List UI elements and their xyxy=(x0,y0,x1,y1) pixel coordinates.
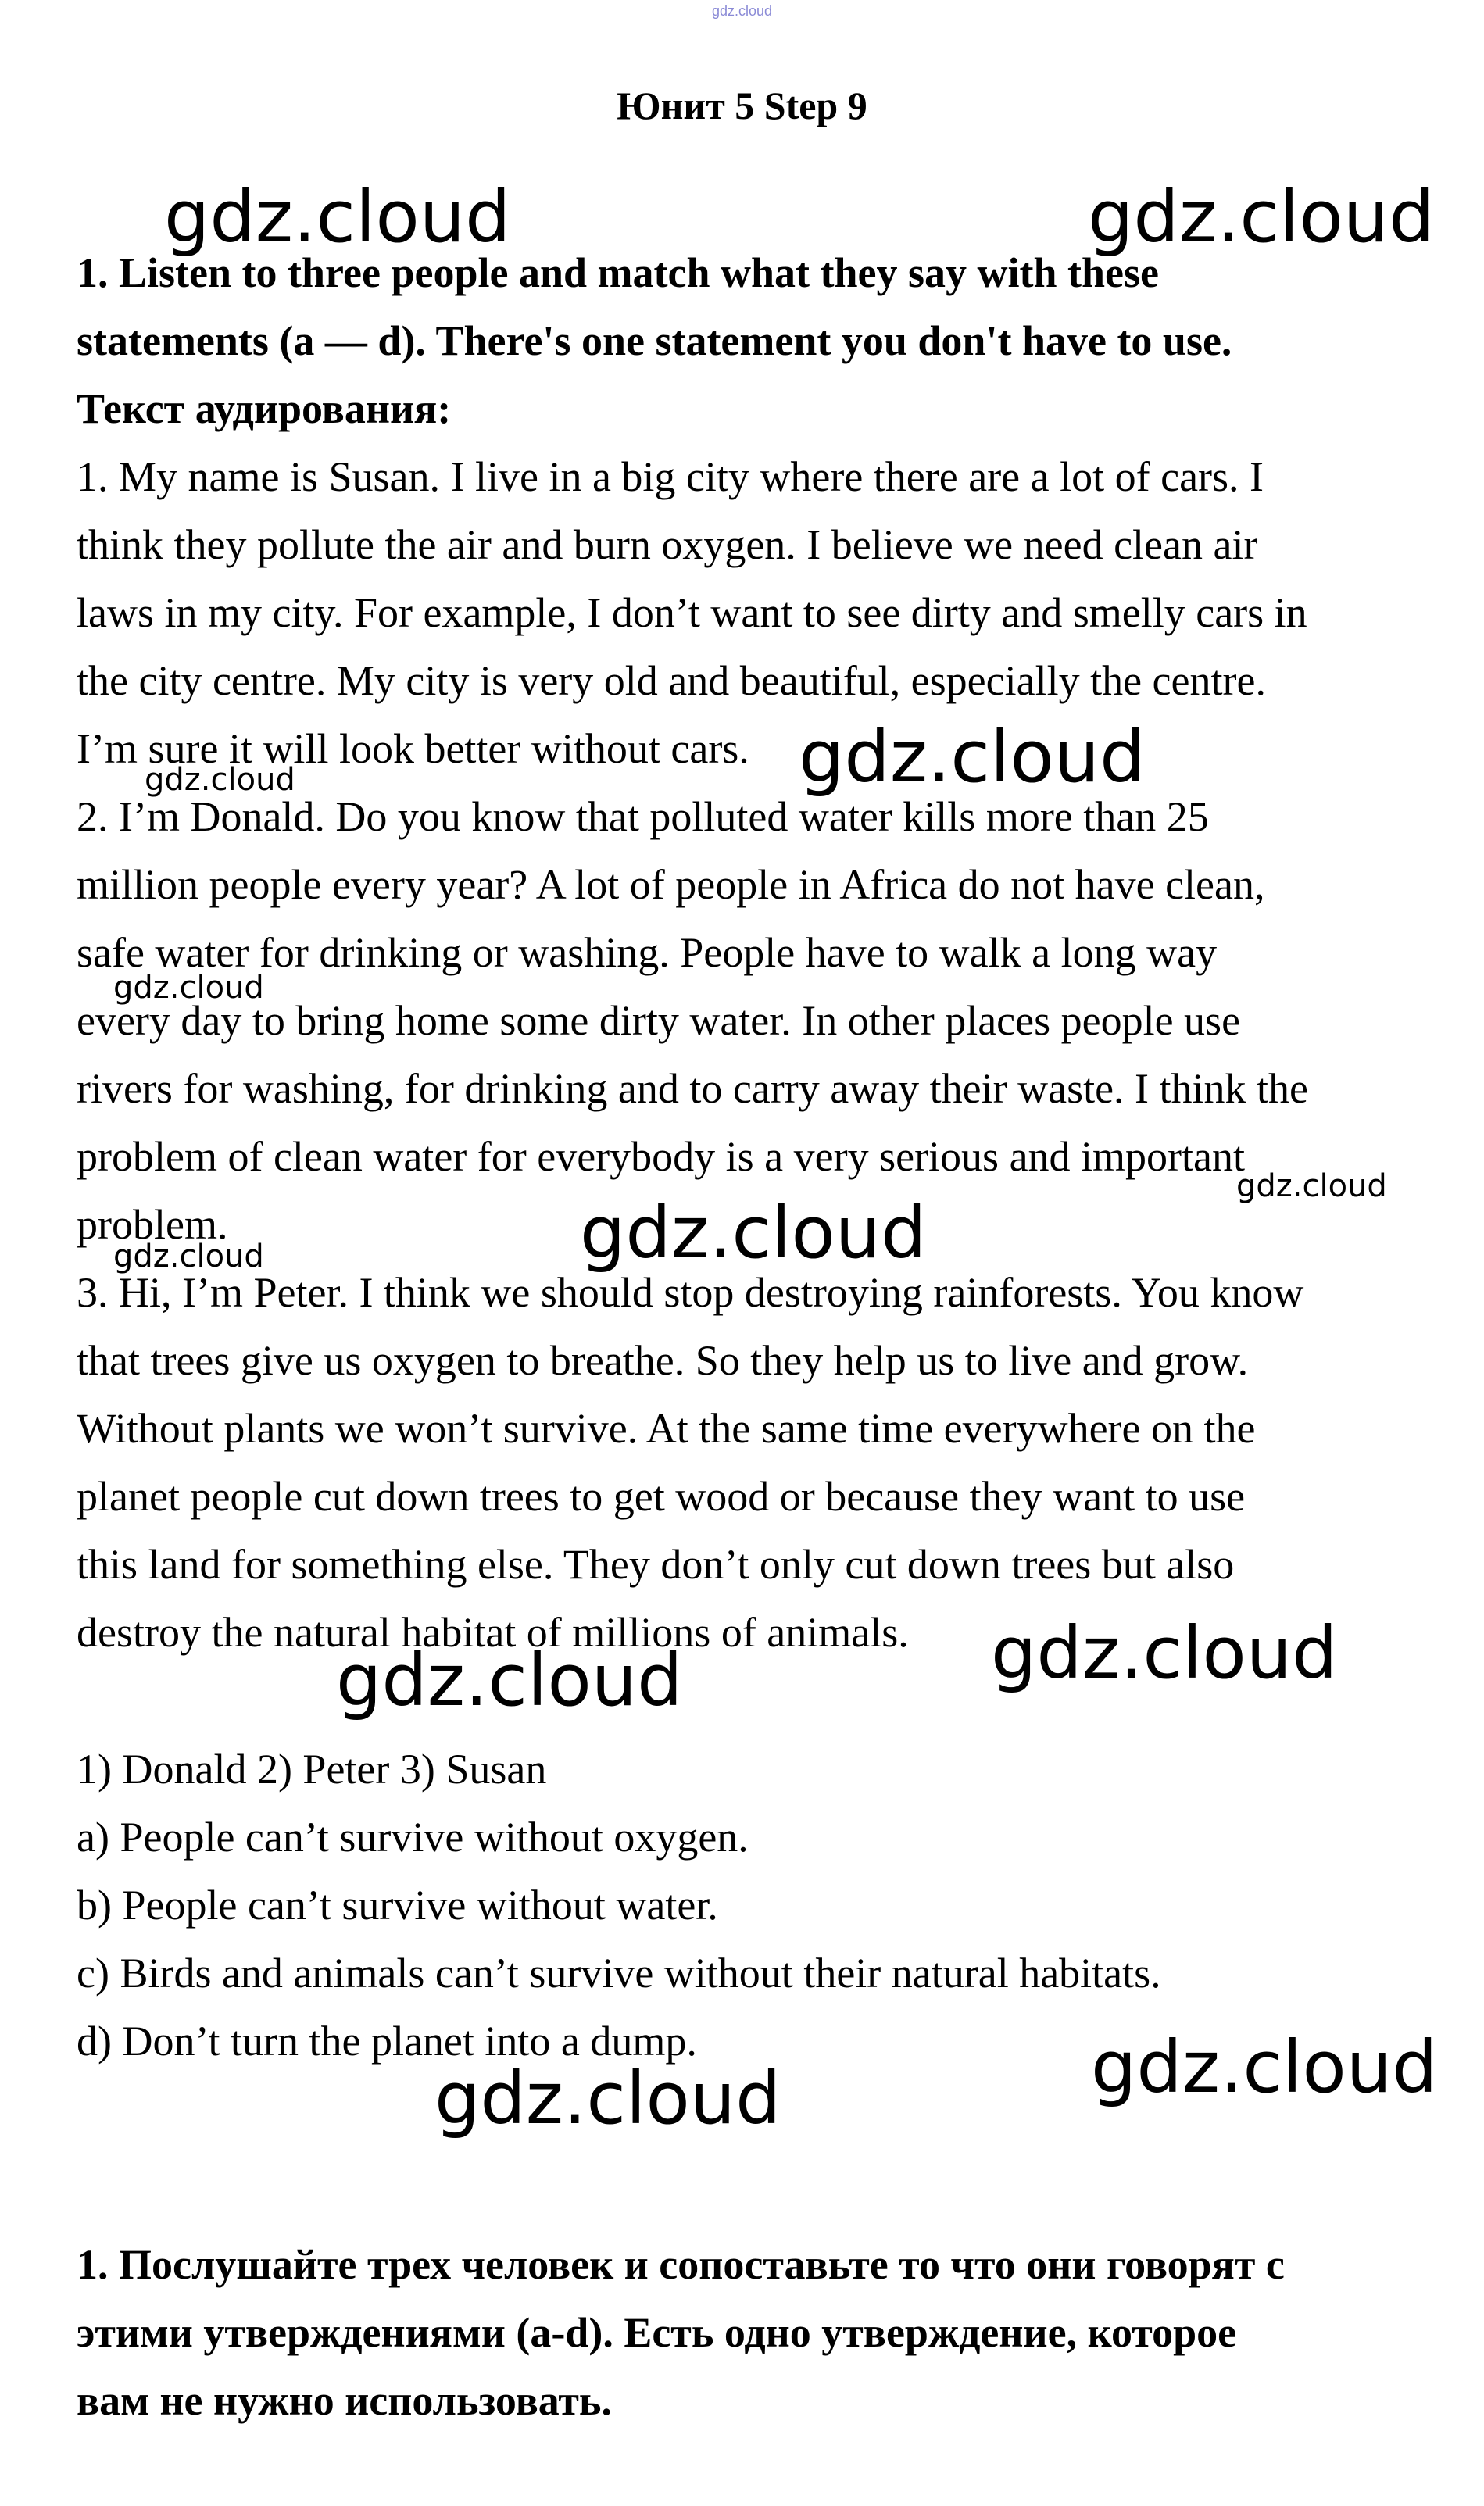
task-line: 1. Listen to three people and match what they say with these xyxy=(77,249,1159,296)
watermark: gdz.cloud xyxy=(799,715,1146,799)
watermark: gdz.cloud xyxy=(113,1239,264,1274)
answer-line: d) Don’t turn the planet into a dump. xyxy=(77,2018,697,2065)
transcript-line: 3. Hi, I’m Peter. I think we should stop destroying rainforests. You know xyxy=(77,1269,1304,1316)
watermark: gdz.cloud xyxy=(580,1191,927,1274)
watermark: gdz.cloud xyxy=(113,970,264,1006)
answer-line: c) Birds and animals can’t survive without their natural habitats. xyxy=(77,1950,1161,1997)
top-watermark: gdz.cloud xyxy=(711,3,773,19)
task-heading xyxy=(77,239,1421,443)
transcript-line: planet people cut down trees to get wood or because they want to use xyxy=(77,1473,1246,1520)
watermark: gdz.cloud xyxy=(1091,2025,1438,2109)
watermark: gdz.cloud xyxy=(164,175,511,259)
answer-line: 1) Donald 2) Peter 3) Susan xyxy=(77,1746,547,1793)
transcript-line: safe water for drinking or washing. People have to walk a long way xyxy=(77,929,1218,976)
task-line: Текст аудирования: xyxy=(77,385,452,432)
watermark: gdz.cloud xyxy=(991,1611,1338,1695)
task-line: statements (a — d). There's one statement you don't have to use. xyxy=(77,317,1232,364)
answer-line: b) People can’t survive without water. xyxy=(77,1882,718,1929)
translation-line: этими утверждениями (a-d). Есть одно утверждение, которое xyxy=(77,2309,1237,2356)
watermark: gdz.cloud xyxy=(434,2057,781,2140)
watermark: gdz.cloud xyxy=(336,1639,683,1722)
transcript-line: every day to bring home some dirty water. In other places people use xyxy=(77,997,1241,1044)
transcript-line: million people every year? A lot of people in Africa do not have clean, xyxy=(77,861,1265,908)
transcript-line: that trees give us oxygen to breathe. So they help us to live and grow. xyxy=(77,1337,1249,1384)
transcript-line: destroy the natural habitat of millions of animals. xyxy=(77,1609,909,1656)
translation-heading xyxy=(77,2231,1421,2435)
transcript-line: 2. I’m Donald. Do you know that polluted water kills more than 25 xyxy=(77,793,1209,840)
answer-options xyxy=(77,1736,1421,2075)
transcript-line: this land for something else. They don’t only cut down trees but also xyxy=(77,1541,1235,1588)
watermark: gdz.cloud xyxy=(1088,175,1435,259)
translation-line: вам не нужно использовать. xyxy=(77,2377,612,2424)
transcript-line: laws in my city. For example, I don’t want to see dirty and smelly cars in xyxy=(77,589,1307,636)
watermark: gdz.cloud xyxy=(1236,1168,1387,1204)
page-title: Юнит 5 Step 9 xyxy=(617,84,867,127)
transcript-line: rivers for washing, for drinking and to carry away their waste. I think the xyxy=(77,1065,1309,1112)
watermark: gdz.cloud xyxy=(145,762,295,798)
transcript-text xyxy=(77,443,1421,1667)
transcript-line: 1. My name is Susan. I live in a big city where there are a lot of cars. I xyxy=(77,453,1264,500)
transcript-line: the city centre. My city is very old and beautiful, especially the centre. xyxy=(77,657,1266,704)
transcript-line: think they pollute the air and burn oxygen. I believe we need clean air xyxy=(77,521,1258,568)
transcript-line: Without plants we won’t survive. At the same time everywhere on the xyxy=(77,1405,1256,1452)
transcript-line: problem. xyxy=(77,1201,228,1248)
answer-line: a) People can’t survive without oxygen. xyxy=(77,1814,749,1861)
translation-line: 1. Послушайте трех человек и сопоставьте то что они говорят с xyxy=(77,2241,1285,2288)
transcript-line: I’m sure it will look better without cars. xyxy=(77,725,749,772)
transcript-line: problem of clean water for everybody is a very serious and important xyxy=(77,1133,1245,1180)
